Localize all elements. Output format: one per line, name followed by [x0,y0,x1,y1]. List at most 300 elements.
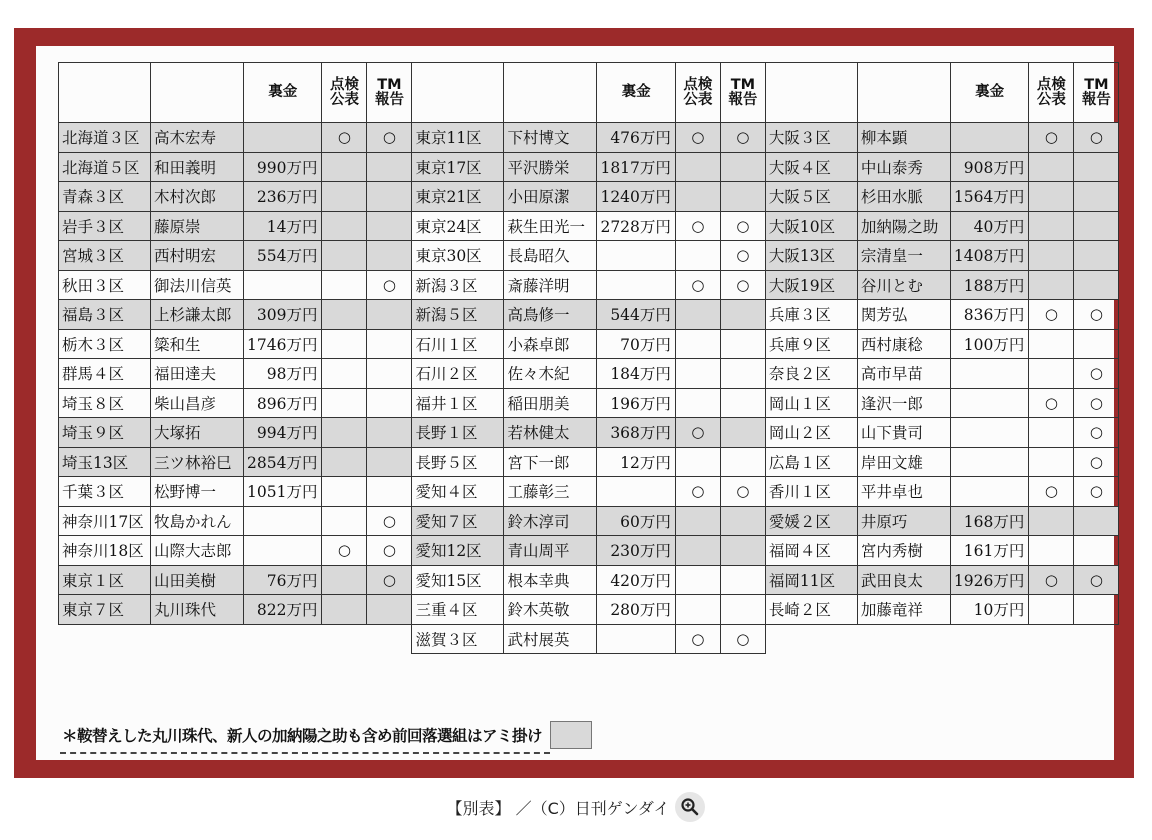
name-cell: 牧島かれん [151,506,244,536]
name-cell: 加藤竜祥 [857,595,950,625]
check-cell [675,565,720,595]
name-cell: 中山泰秀 [857,152,950,182]
district-cell: 北海道３区 [59,123,151,153]
check-cell: ○ [1029,388,1074,418]
name-cell: 平井卓也 [857,477,950,507]
empty-cell [151,624,244,654]
district-cell: 長野５区 [412,447,504,477]
name-cell: 高市早苗 [857,359,950,389]
name-cell: 下村博文 [504,123,597,153]
check-cell: ○ [322,536,367,566]
district-cell: 愛知７区 [412,506,504,536]
check-cell [322,300,367,330]
district-cell: 石川１区 [412,329,504,359]
amount-cell [244,123,322,153]
amount-cell [950,477,1028,507]
district-cell: 大阪13区 [765,241,857,271]
tm-cell [367,447,412,477]
name-cell: 井原巧 [857,506,950,536]
tm-cell [720,536,765,566]
amount-cell: 990万円 [244,152,322,182]
footnote-text: ＊鞍替えした丸川珠代、新人の加納陽之助も含め前回落選組はアミ掛け [62,727,543,745]
check-cell [322,359,367,389]
table-row [59,624,1119,654]
name-cell: 大塚拓 [151,418,244,448]
name-cell: 上杉謙太郎 [151,300,244,330]
name-cell: 柴山昌彦 [151,388,244,418]
tm-cell [720,388,765,418]
name-cell: 和田義明 [151,152,244,182]
district-cell: 神奈川17区 [59,506,151,536]
name-cell: 藤原崇 [151,211,244,241]
check-cell [675,359,720,389]
tm-cell: ○ [720,270,765,300]
name-cell: 山田美樹 [151,565,244,595]
tm-cell: ○ [367,270,412,300]
name-cell: 杉田水脈 [857,182,950,212]
tm-cell [1074,241,1119,271]
amount-cell [597,270,675,300]
table-row [59,211,1119,241]
tm-cell [1074,270,1119,300]
check-cell: ○ [675,418,720,448]
check-cell [322,506,367,536]
candidate-table [58,62,1119,654]
amount-cell: 908万円 [950,152,1028,182]
check-cell: ○ [675,123,720,153]
name-cell: 高鳥修一 [504,300,597,330]
name-cell: 西村明宏 [151,241,244,271]
tm-cell: ○ [1074,123,1119,153]
amount-cell: 236万円 [244,182,322,212]
check-cell [675,241,720,271]
amount-cell: 188万円 [950,270,1028,300]
district-cell: 石川２区 [412,359,504,389]
amount-cell: 368万円 [597,418,675,448]
amount-cell: 1408万円 [950,241,1028,271]
amount-cell [244,506,322,536]
amount-cell: 1240万円 [597,182,675,212]
header-cell: 裏金 [950,63,1028,123]
check-cell [675,506,720,536]
amount-cell: 309万円 [244,300,322,330]
tm-cell [720,418,765,448]
header-cell [765,63,857,123]
district-cell: 三重４区 [412,595,504,625]
tm-cell [367,359,412,389]
tm-cell [1074,211,1119,241]
check-cell [675,447,720,477]
district-cell: 埼玉８区 [59,388,151,418]
empty-cell [244,624,322,654]
district-cell: 福井１区 [412,388,504,418]
tm-cell [367,477,412,507]
amount-cell: 420万円 [597,565,675,595]
check-cell: ○ [1029,123,1074,153]
district-cell: 青森３区 [59,182,151,212]
tm-cell [367,388,412,418]
amount-cell: 554万円 [244,241,322,271]
header-row [59,63,1119,123]
check-cell [322,418,367,448]
amount-cell: 2728万円 [597,211,675,241]
name-cell: 三ツ林裕巳 [151,447,244,477]
tm-cell [367,241,412,271]
name-cell: 斎藤洋明 [504,270,597,300]
name-cell: 稲田朋美 [504,388,597,418]
district-cell: 千葉３区 [59,477,151,507]
tm-cell [367,211,412,241]
tm-cell [720,329,765,359]
district-cell: 東京７区 [59,595,151,625]
header-cell: 点検 公表 [675,63,720,123]
amount-cell: 822万円 [244,595,322,625]
district-cell: 東京１区 [59,565,151,595]
amount-cell: 544万円 [597,300,675,330]
amount-cell: 40万円 [950,211,1028,241]
tm-cell [1074,506,1119,536]
amount-cell [597,241,675,271]
header-cell: 裏金 [597,63,675,123]
tm-cell [367,300,412,330]
tm-cell: ○ [1074,300,1119,330]
name-cell: 宮下一郎 [504,447,597,477]
name-cell: 工藤彰三 [504,477,597,507]
amount-cell: 60万円 [597,506,675,536]
district-cell: 新潟５区 [412,300,504,330]
district-cell: 東京30区 [412,241,504,271]
name-cell: 簗和生 [151,329,244,359]
district-cell: 東京24区 [412,211,504,241]
tm-cell: ○ [720,477,765,507]
tm-cell [720,447,765,477]
tm-cell: ○ [720,211,765,241]
header-cell [412,63,504,123]
amount-cell [950,447,1028,477]
tm-cell: ○ [1074,477,1119,507]
amount-cell: 70万円 [597,329,675,359]
caption-text: 【別表】 ／（C）日刊ゲンダイ [446,798,670,818]
header-cell: TM 報告 [1074,63,1119,123]
empty-cell [857,624,950,654]
table-row [59,300,1119,330]
empty-cell [367,624,412,654]
name-cell: 佐々木紀 [504,359,597,389]
amount-cell: 1564万円 [950,182,1028,212]
check-cell [675,595,720,625]
tm-cell: ○ [367,565,412,595]
tm-cell: ○ [1074,565,1119,595]
amount-cell [597,477,675,507]
tm-cell [720,595,765,625]
name-cell: 青山周平 [504,536,597,566]
header-cell [59,63,151,123]
name-cell: 柳本顕 [857,123,950,153]
check-cell [1029,211,1074,241]
district-cell: 埼玉13区 [59,447,151,477]
header-cell: 裏金 [244,63,322,123]
amount-cell: 1926万円 [950,565,1028,595]
table-row [59,565,1119,595]
name-cell: 岸田文雄 [857,447,950,477]
amount-cell: 1051万円 [244,477,322,507]
amount-cell: 280万円 [597,595,675,625]
district-cell: 香川１区 [765,477,857,507]
district-cell: 大阪３区 [765,123,857,153]
empty-cell [765,624,857,654]
district-cell: 奈良２区 [765,359,857,389]
tm-cell: ○ [1074,388,1119,418]
check-cell [322,477,367,507]
tm-cell [1074,329,1119,359]
check-cell [1029,595,1074,625]
name-cell: 福田達夫 [151,359,244,389]
district-cell: 埼玉９区 [59,418,151,448]
district-cell: 大阪19区 [765,270,857,300]
name-cell: 逢沢一郎 [857,388,950,418]
district-cell: 栃木３区 [59,329,151,359]
amount-cell: 168万円 [950,506,1028,536]
zoom-in-icon[interactable] [675,792,705,822]
check-cell [322,211,367,241]
amount-cell: 994万円 [244,418,322,448]
amount-cell: 230万円 [597,536,675,566]
tm-cell: ○ [1074,418,1119,448]
district-cell: 滋賀３区 [412,624,504,654]
district-cell: 大阪４区 [765,152,857,182]
table-row [59,447,1119,477]
tm-cell [720,182,765,212]
name-cell: 長島昭久 [504,241,597,271]
check-cell: ○ [1029,300,1074,330]
tm-cell [367,418,412,448]
name-cell: 山下貴司 [857,418,950,448]
tm-cell [367,329,412,359]
amount-cell: 76万円 [244,565,322,595]
amount-cell: 896万円 [244,388,322,418]
name-cell: 丸川珠代 [151,595,244,625]
table-row [59,182,1119,212]
image-caption [0,792,1152,822]
name-cell: 根本幸典 [504,565,597,595]
district-cell: 大阪10区 [765,211,857,241]
header-cell: 点検 公表 [322,63,367,123]
table-row [59,477,1119,507]
tm-cell [720,506,765,536]
district-cell: 福島３区 [59,300,151,330]
table-row [59,241,1119,271]
amount-cell [244,270,322,300]
district-cell: 大阪５区 [765,182,857,212]
tm-cell: ○ [1074,359,1119,389]
name-cell: 関芳弘 [857,300,950,330]
district-cell: 北海道５区 [59,152,151,182]
check-cell [322,152,367,182]
name-cell: 谷川とむ [857,270,950,300]
check-cell [675,329,720,359]
tm-cell [720,565,765,595]
header-cell [151,63,244,123]
amount-cell: 1817万円 [597,152,675,182]
check-cell [1029,359,1074,389]
check-cell [1029,418,1074,448]
check-cell [322,447,367,477]
tm-cell [1074,152,1119,182]
table-row [59,329,1119,359]
district-cell: 長野１区 [412,418,504,448]
district-cell: 岩手３区 [59,211,151,241]
tm-cell [720,300,765,330]
check-cell [675,536,720,566]
name-cell: 宗清皇一 [857,241,950,271]
amount-cell: 10万円 [950,595,1028,625]
district-cell: 愛知４区 [412,477,504,507]
check-cell [1029,506,1074,536]
name-cell: 若林健太 [504,418,597,448]
name-cell: 萩生田光一 [504,211,597,241]
table-row [59,506,1119,536]
tm-cell [1074,182,1119,212]
amount-cell: 2854万円 [244,447,322,477]
header-cell: 点検 公表 [1029,63,1074,123]
tm-cell [367,152,412,182]
district-cell: 長崎２区 [765,595,857,625]
table-row [59,418,1119,448]
amount-cell [950,359,1028,389]
amount-cell: 161万円 [950,536,1028,566]
tm-cell: ○ [367,123,412,153]
check-cell [675,300,720,330]
amount-cell: 476万円 [597,123,675,153]
footnote [62,720,592,750]
check-cell [1029,536,1074,566]
tm-cell: ○ [720,241,765,271]
check-cell [675,182,720,212]
tm-cell [720,152,765,182]
tm-cell [367,182,412,212]
district-cell: 愛知15区 [412,565,504,595]
check-cell [322,595,367,625]
district-cell: 東京11区 [412,123,504,153]
amount-cell: 836万円 [950,300,1028,330]
table-row [59,388,1119,418]
check-cell [322,388,367,418]
header-cell: TM 報告 [367,63,412,123]
check-cell: ○ [675,211,720,241]
name-cell: 武村展英 [504,624,597,654]
district-cell: 岡山２区 [765,418,857,448]
district-cell: 兵庫３区 [765,300,857,330]
tm-cell [1074,595,1119,625]
name-cell: 宮内秀樹 [857,536,950,566]
district-cell: 神奈川18区 [59,536,151,566]
header-cell: TM 報告 [720,63,765,123]
amount-cell: 196万円 [597,388,675,418]
check-cell: ○ [675,270,720,300]
name-cell: 高木宏寿 [151,123,244,153]
empty-cell [1074,624,1119,654]
tm-cell: ○ [1074,447,1119,477]
tm-cell [1074,536,1119,566]
check-cell: ○ [1029,477,1074,507]
empty-cell [950,624,1028,654]
district-cell: 新潟３区 [412,270,504,300]
name-cell: 木村次郎 [151,182,244,212]
table-row [59,152,1119,182]
name-cell: 松野博一 [151,477,244,507]
amount-cell: 98万円 [244,359,322,389]
check-cell [322,565,367,595]
tm-cell: ○ [720,123,765,153]
tm-cell: ○ [367,536,412,566]
district-cell: 福岡11区 [765,565,857,595]
header-cell [504,63,597,123]
name-cell: 小森卓郎 [504,329,597,359]
tm-cell: ○ [367,506,412,536]
table-row [59,536,1119,566]
empty-cell [1029,624,1074,654]
district-cell: 宮城３区 [59,241,151,271]
check-cell [322,270,367,300]
tm-cell [720,359,765,389]
check-cell [675,388,720,418]
amount-cell: 12万円 [597,447,675,477]
check-cell: ○ [322,123,367,153]
district-cell: 愛知12区 [412,536,504,566]
name-cell: 平沢勝栄 [504,152,597,182]
district-cell: 広島１区 [765,447,857,477]
amount-cell [597,624,675,654]
check-cell: ○ [1029,565,1074,595]
tm-cell: ○ [720,624,765,654]
check-cell [1029,182,1074,212]
amount-cell: 1746万円 [244,329,322,359]
check-cell [1029,270,1074,300]
amount-cell [950,418,1028,448]
table-row [59,270,1119,300]
district-cell: 兵庫９区 [765,329,857,359]
name-cell: 鈴木英敬 [504,595,597,625]
name-cell: 御法川信英 [151,270,244,300]
district-cell: 愛媛２区 [765,506,857,536]
amount-cell [950,388,1028,418]
name-cell: 西村康稔 [857,329,950,359]
header-cell [857,63,950,123]
district-cell: 福岡４区 [765,536,857,566]
name-cell: 加納陽之助 [857,211,950,241]
district-cell: 東京17区 [412,152,504,182]
check-cell [322,241,367,271]
amount-cell [244,536,322,566]
amount-cell: 100万円 [950,329,1028,359]
table-row [59,359,1119,389]
name-cell: 武田良太 [857,565,950,595]
amount-cell [950,123,1028,153]
check-cell [322,182,367,212]
check-cell: ○ [675,477,720,507]
amount-cell: 184万円 [597,359,675,389]
table-row [59,123,1119,153]
check-cell: ○ [675,624,720,654]
district-cell: 東京21区 [412,182,504,212]
check-cell [1029,329,1074,359]
check-cell [675,152,720,182]
amount-cell: 14万円 [244,211,322,241]
highlight-swatch [550,721,592,749]
check-cell [1029,241,1074,271]
empty-cell [59,624,151,654]
dashed-divider [60,752,550,754]
